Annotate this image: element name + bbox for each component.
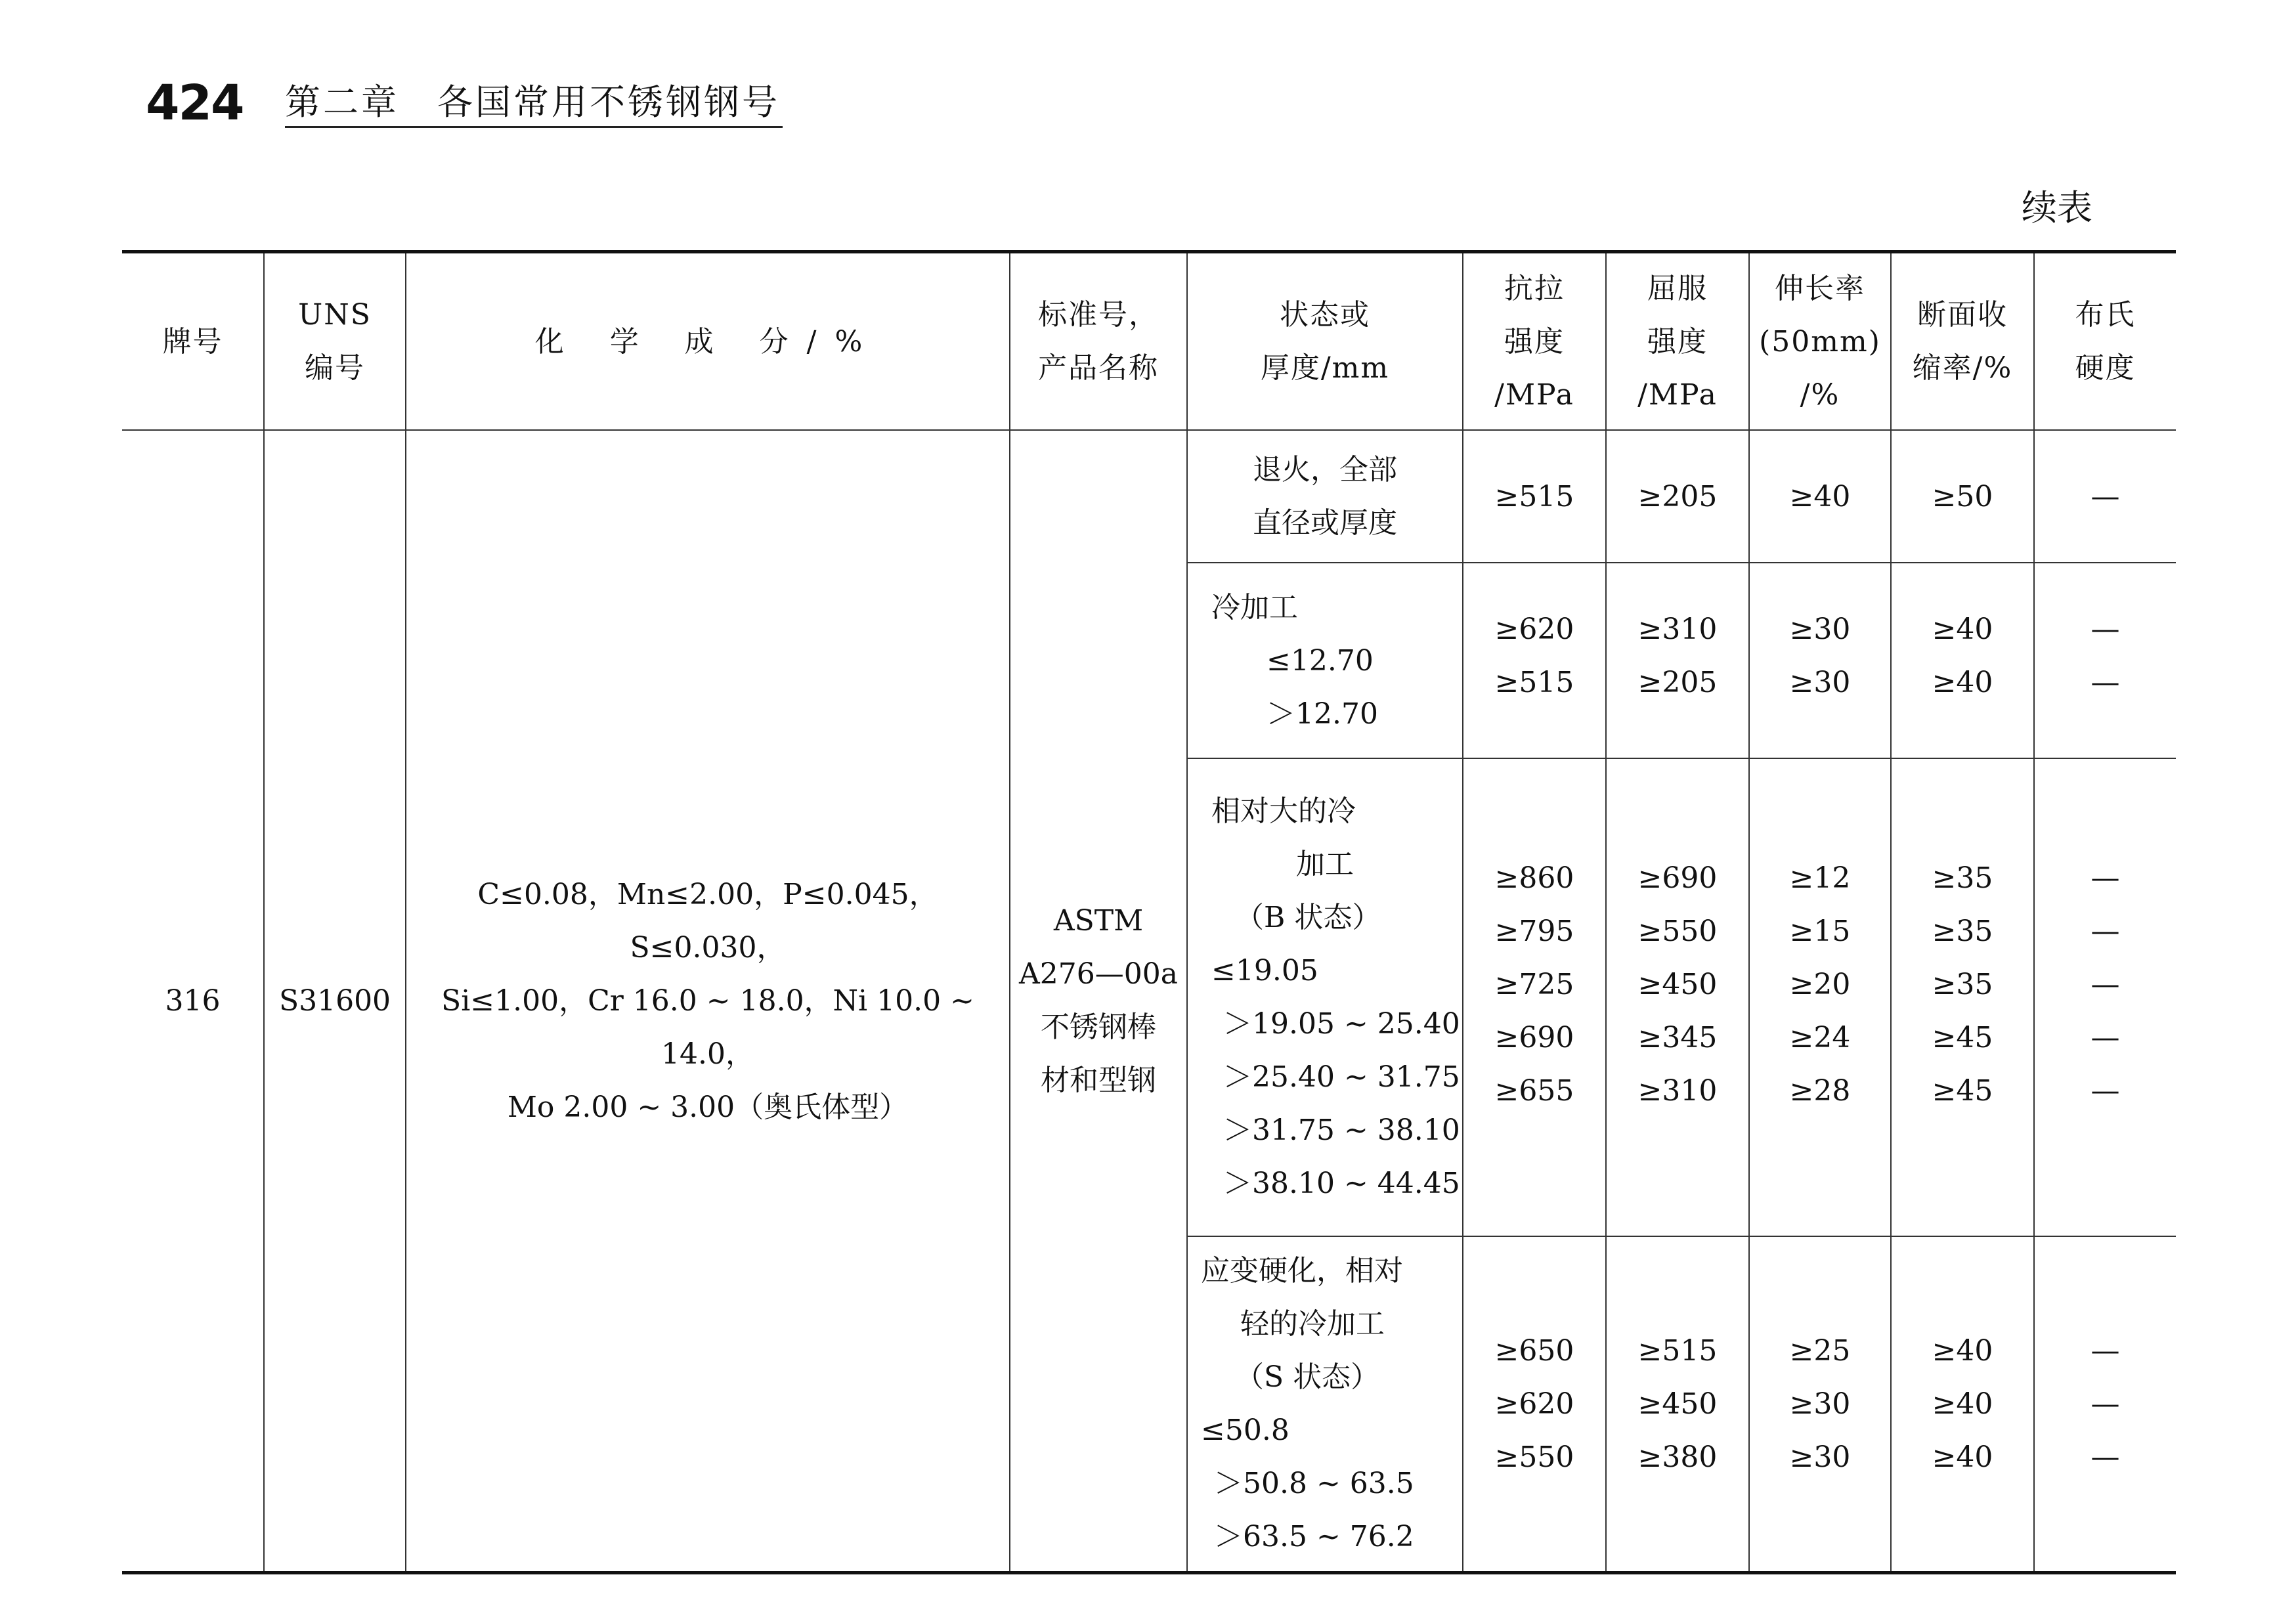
reduction-cell: ≥35 ≥35 ≥35 ≥45 ≥45 xyxy=(1891,758,2034,1236)
condition-cell: 冷加工 ≤12.70 ＞12.70 xyxy=(1187,563,1463,758)
header-hardness: 布氏 硬度 xyxy=(2034,252,2176,431)
hardness-cell: — — — xyxy=(2034,1236,2176,1572)
table-row xyxy=(122,430,2176,563)
header-yield: 屈服 强度 /MPa xyxy=(1606,252,1749,431)
header-reduction: 断面收 缩率/% xyxy=(1891,252,2034,431)
reduction-cell: ≥40 ≥40 xyxy=(1891,563,2034,758)
table-header-row xyxy=(122,252,2176,431)
tensile-cell: ≥620 ≥515 xyxy=(1463,563,1606,758)
continued-label: 续表 xyxy=(2022,187,2092,228)
yield-cell: ≥310 ≥205 xyxy=(1606,563,1749,758)
yield-cell: ≥205 xyxy=(1606,430,1749,563)
header-condition: 状态或 厚度/mm xyxy=(1187,252,1463,431)
grade-cell: 316 xyxy=(122,430,264,1572)
elongation-cell: ≥30 ≥30 xyxy=(1749,563,1891,758)
hardness-cell: — — xyxy=(2034,563,2176,758)
hardness-cell: — xyxy=(2034,430,2176,563)
header-tensile: 抗拉 强度 /MPa xyxy=(1463,252,1606,431)
tensile-cell: ≥515 xyxy=(1463,430,1606,563)
header-uns: UNS 编号 xyxy=(264,252,406,431)
condition-cell: 退火，全部 直径或厚度 xyxy=(1187,430,1463,563)
reduction-cell: ≥40 ≥40 ≥40 xyxy=(1891,1236,2034,1572)
chapter-title: 第二章 各国常用不锈钢钢号 xyxy=(285,79,783,128)
composition-cell: C≤0.08，Mn≤2.00，P≤0.045，S≤0.030， Si≤1.00，Cr 16.0 ~ 18.0，Ni 10.0 ~ 14.0， Mo 2.00 ~ 3.00（奥氏体型） xyxy=(406,430,1010,1572)
reduction-cell: ≥50 xyxy=(1891,430,2034,563)
steel-spec-table xyxy=(122,250,2176,1574)
header-elongation: 伸长率 (50mm) /% xyxy=(1749,252,1891,431)
elongation-cell: ≥40 xyxy=(1749,430,1891,563)
uns-cell: S31600 xyxy=(264,430,406,1572)
condition-cell: 相对大的冷 加工 （B 状态） ≤19.05 ＞19.05 ~ 25.40 ＞25.40 ~ 31.75 ＞31.75 ~ 38.10 ＞38.10 ~ 44.45 xyxy=(1187,758,1463,1236)
page-header xyxy=(146,74,809,133)
yield-cell: ≥515 ≥450 ≥380 xyxy=(1606,1236,1749,1572)
page-number: 424 xyxy=(146,75,244,131)
tensile-cell: ≥860 ≥795 ≥725 ≥690 ≥655 xyxy=(1463,758,1606,1236)
elongation-cell: ≥12 ≥15 ≥20 ≥24 ≥28 xyxy=(1749,758,1891,1236)
header-composition: 化 学 成 分/% xyxy=(406,252,1010,431)
yield-cell: ≥690 ≥550 ≥450 ≥345 ≥310 xyxy=(1606,758,1749,1236)
header-standard: 标准号， 产品名称 xyxy=(1010,252,1187,431)
elongation-cell: ≥25 ≥30 ≥30 xyxy=(1749,1236,1891,1572)
hardness-cell: — — — — — xyxy=(2034,758,2176,1236)
header-grade: 牌号 xyxy=(122,252,264,431)
tensile-cell: ≥650 ≥620 ≥550 xyxy=(1463,1236,1606,1572)
standard-cell: ASTM A276—00a 不锈钢棒 材和型钢 xyxy=(1010,430,1187,1572)
condition-cell: 应变硬化，相对 轻的冷加工 （S 状态） ≤50.8 ＞50.8 ~ 63.5 ＞63.5 ~ 76.2 xyxy=(1187,1236,1463,1572)
